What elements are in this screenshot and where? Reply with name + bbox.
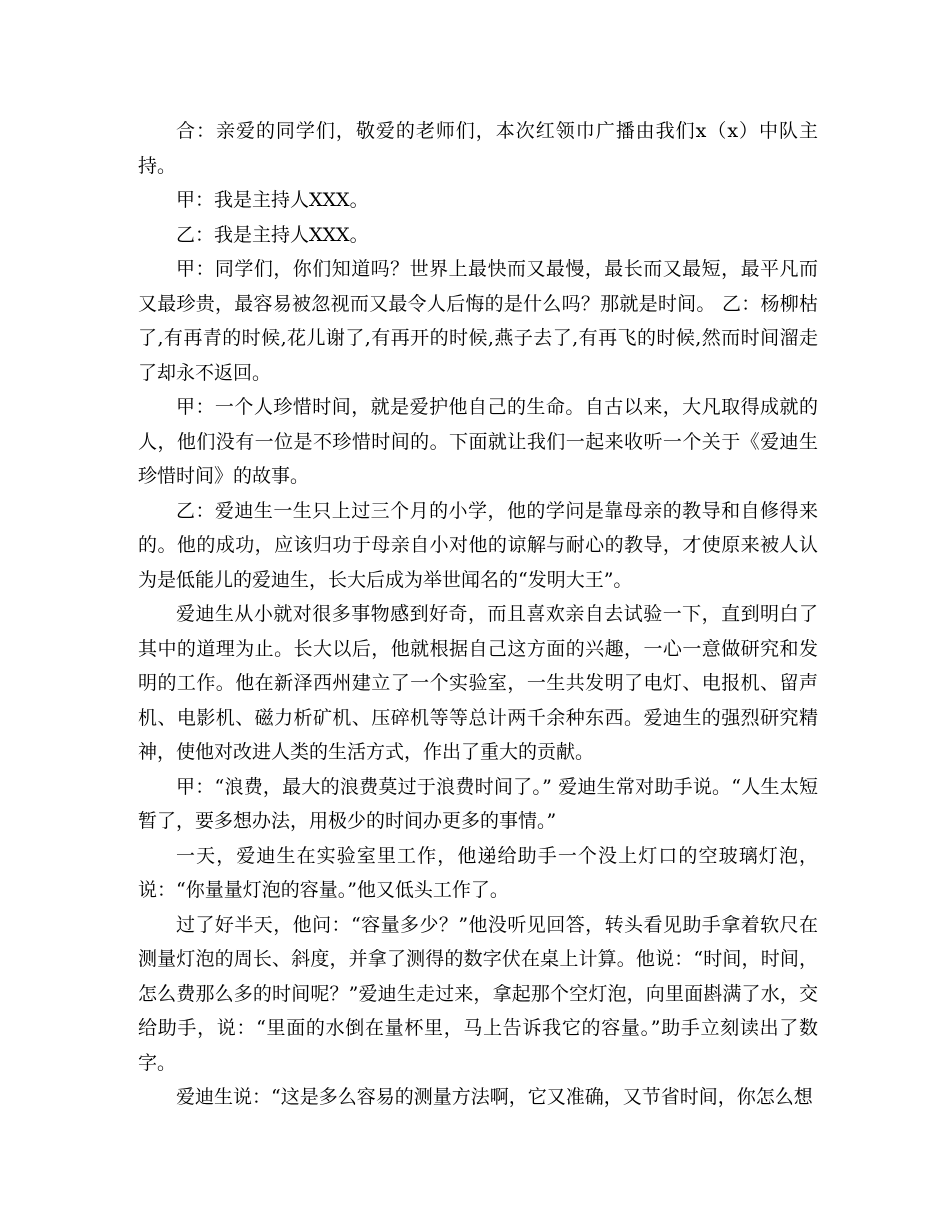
document-body [138, 114, 818, 1115]
paragraph-edison-education: 乙：爱迪生一生只上过三个月的小学，他的学问是靠母亲的教导和自修得来的。他的成功，应该归功于母亲自小对他的谅解与耐心的教导，才使原来被人认为是低能儿的爱迪生，长大后成为举世闻名的“发明大王”。 [138, 499, 818, 591]
paragraph-bulb-measure: 过了好半天，他问：“容量多少？”他没听见回答，转头看见助手拿着软尺在测量灯泡的周长、斜度，并拿了测得的数字伏在桌上计算。他说：“时间，时间，怎么费那么多的时间呢？”爱迪生走过来，拿起那个空灯泡，向里面斟满了水，交给助手，说：“里面的水倒在量杯里，马上告诉我它的容量。”助手立刻读出了数字。 [138, 913, 818, 1074]
paragraph-edison-inventions: 爱迪生从小就对很多事物感到好奇，而且喜欢亲自去试验一下，直到明白了其中的道理为止。长大以后，他就根据自己这方面的兴趣，一心一意做研究和发明的工作。他在新泽西州建立了一个实验室，一生共发明了电灯、电报机、留声机、电影机、磁力析矿机、压碎机等等总计两千余种东西。爱迪生的强烈研究精神，使他对改进人类的生活方式，作出了重大的贡献。 [138, 603, 818, 763]
paragraph-bulb-task: 一天，爱迪生在实验室里工作，他递给助手一个没上灯口的空玻璃灯泡，说：“你量量灯泡的容量。”他又低头工作了。 [138, 844, 818, 901]
paragraph-edison-remark: 爱迪生说：“这是多么容易的测量方法啊，它又准确，又节省时间，你怎么想 [176, 1086, 813, 1108]
paragraph-host-a-intro: 甲：我是主持人XXX。 [176, 189, 369, 211]
paragraph-host-b-intro: 乙：我是主持人XXX。 [176, 223, 369, 246]
paragraph-time-question: 甲：同学们，你们知道吗？世界上最快而又最慢，最长而又最短，最平凡而又最珍贵，最容易被忽视而又最令人后悔的是什么吗？那就是时间。 乙：杨柳枯了,有再青的时候,花儿谢了,有再开的时候,燕子去了,有再飞的时候,然而时间溜走了却永不返回。 [138, 258, 818, 384]
paragraph-opening: 合：亲爱的同学们，敬爱的老师们，本次红领巾广播由我们x（x）中队主持。 [138, 120, 818, 177]
paragraph-waste-quote: 甲：“浪费，最大的浪费莫过于浪费时间了。” 爱迪生常对助手说。“人生太短暂了，要多想办法，用极少的时间办更多的事情。” [138, 775, 818, 832]
paragraph-cherish-time: 甲：一个人珍惜时间，就是爱护他自己的生命。自古以来，大凡取得成就的人，他们没有一位是不珍惜时间的。下面就让我们一起来收听一个关于《爱迪生珍惜时间》的故事。 [138, 396, 818, 487]
